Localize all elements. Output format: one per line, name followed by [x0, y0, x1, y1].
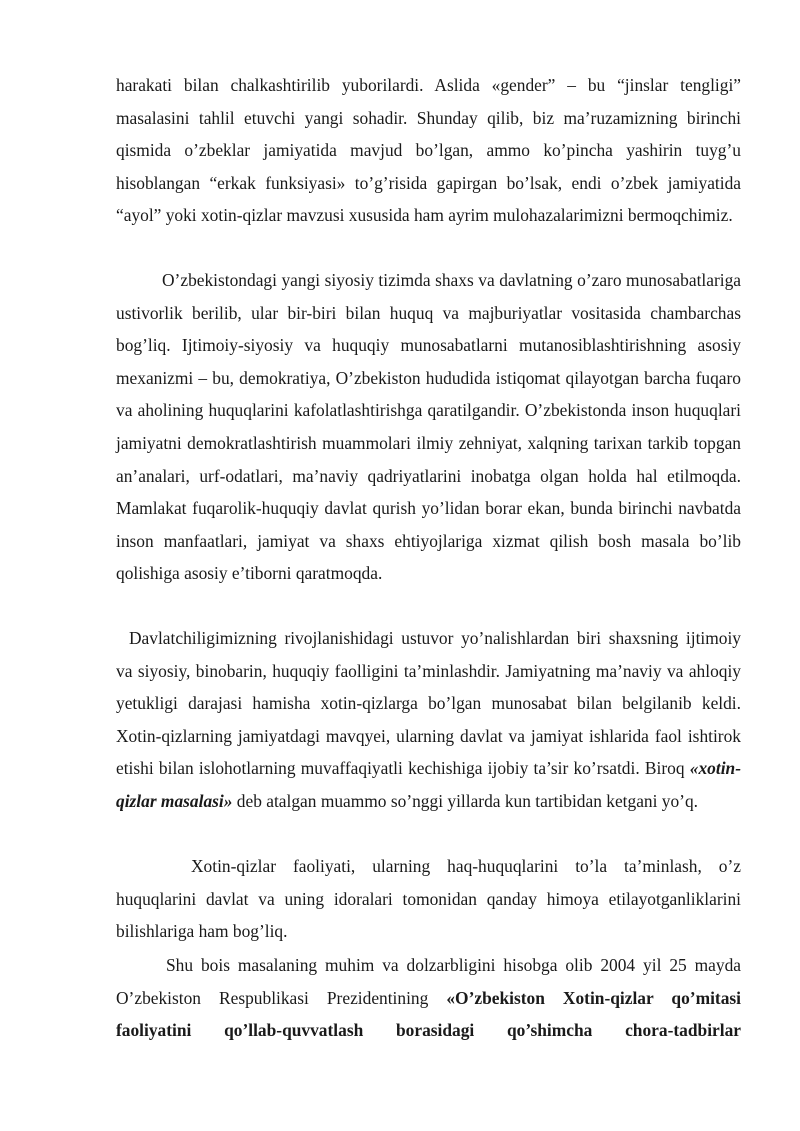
paragraph-2: [116, 264, 741, 590]
paragraph-3-text-before: Davlatchiligimizning rivojlanishidagi ustuvor yo’nalishlardan biri shaxsning ijtimoiy va siyosiy, binobarin, huquqiy faolligini ta’minlashdir. Jamiyatning ma’naviy va ahloqiy yetukligi darajasi hamisha xotin-qizlarga bo’lgan munosabat bilan belgilanib keldi. Xotin-qizlarning jamiyatdagi mavqyei, ularning davlat va jamiyat ishlarida faol ishtirok etishi bilan islohotlarning muvaffaqiyatli kechishiga ijobiy ta’sir ko’rsatdi. Biroq: [116, 628, 741, 779]
paragraph-3-text-after: deb atalgan muammo so’nggi yillarda kun tartibidan ketgani yo’q.: [232, 790, 699, 811]
paragraph-5-text: [116, 949, 741, 1047]
paragraph-5-text-before: Shu bois masalaning muhim va dolzarbligini hisobga olib 2004 yil 25 mayda O’zbekiston Respublikasi Prezidentining: [116, 955, 741, 1008]
paragraph-1: [116, 69, 741, 232]
paragraph-4: [116, 850, 741, 948]
paragraph-2-text: O’zbekistondagi yangi siyosiy tizimda shaxs va davlatning o’zaro munosabatlariga ustivorlik berilib, ular bir-biri bilan huquq va majburiyatlar vositasida chambarchas bog’liq. Ijtimoiy-siyosiy va huquqiy munosabatlarni mutanosiblashtirishning asosiy mexanizmi – bu, demokratiya, O’zbekiston hududida istiqomat qilayotgan barcha fuqaro va aholining huquqlarini kafolatlashtirishga qaratilgandir. O’zbekistonda inson huquqlari jamiyatni demokratlashtirish muammolari ilmiy zehniyat, xalqning tarixan tarkib topgan an’analari, urf-odatlari, ma’naviy qadriyatlarini inobatga olgan holda hal etilmoqda. Mamlakat fuqarolik-huquqiy davlat qurish yo’lidan borar ekan, bunda birinchi navbatda inson manfaatlari, jamiyat va shaxs ehtiyojlariga xizmat qilish bosh masala bo’lib qolishiga asosiy e’tiborni qaratmoqda.: [116, 270, 741, 584]
paragraph-1-text: harakati bilan chalkashtirilib yuborilardi. Aslida «gender” – bu “jinslar tengligi” masalasini tahlil etuvchi yangi sohadir. Shunday qilib, biz ma’ruzamizning birinchi qismida o’zbeklar jamiyatida mavjud bo’lgan, ammo ko’pincha yashirin tuyg’u hisoblangan “erkak funksiyasi» to’g’risida gapirgan bo’lsak, endi o’zbek jamiyatida “ayol” yoki xotin-qizlar mavzusi xususida ham ayrim mulohazalarimizni bermoqchimiz.: [116, 75, 741, 226]
paragraph-4-text: Xotin-qizlar faoliyati, ularning haq-huquqlarini to’la ta’minlash, o’z huquqlarini davlat va uning idoralari tomonidan qanday himoya etilayotganliklarini bilishlariga ham bog’liq.: [116, 856, 741, 942]
paragraph-3-emphasis: «xotin-qizlar masalasi»: [116, 758, 741, 811]
paragraph-5-bold: «O’zbekiston Xotin-qizlar qo’mitasi faoliyatini qo’llab-quvvatlash borasidagi qo’shimcha chora-tadbirlar: [116, 987, 741, 1041]
paragraph-5: [116, 949, 741, 1047]
paragraph-3: [116, 622, 741, 818]
paragraph-3-text: [116, 622, 741, 818]
